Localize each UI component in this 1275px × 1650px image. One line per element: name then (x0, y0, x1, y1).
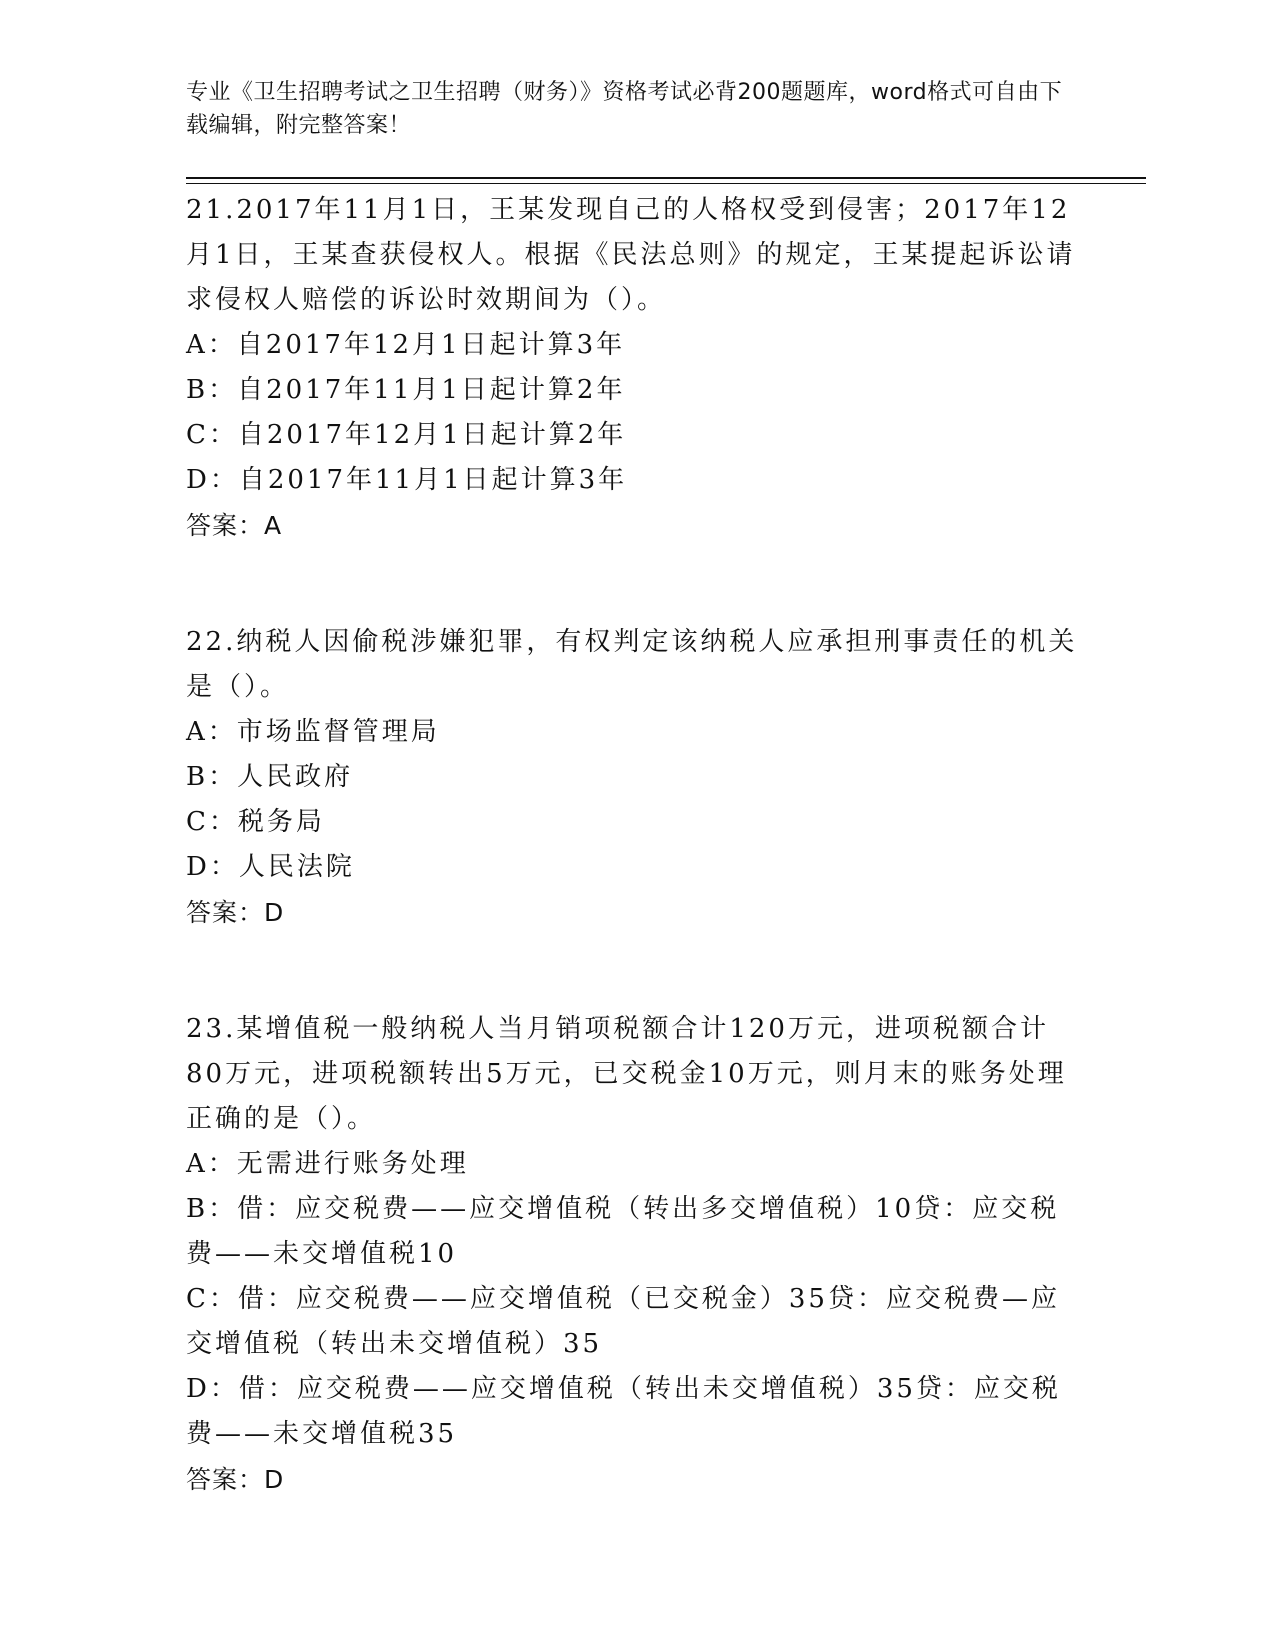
option-b: B：借：应交税费——应交增值税（转出多交增值税）10贷：应交税费——未交增值税10 (186, 1194, 1060, 1269)
question-22 (186, 620, 1086, 935)
question-21 (186, 188, 1086, 548)
question-stem: 21.2017年11月1日，王某发现自己的人格权受到侵害；2017年12月1日，王某查获侵权人。根据《民法总则》的规定，王某提起诉讼请求侵权人赔偿的诉讼时效期间为（）。 (186, 195, 1076, 315)
option-d: D：人民法院 (186, 852, 355, 882)
option-a: A：无需进行账务处理 (186, 1149, 469, 1179)
option-a: A：自2017年12月1日起计算3年 (186, 330, 626, 360)
question-23 (186, 1007, 1086, 1502)
header-divider-thick (186, 177, 1146, 179)
question-spacer (186, 935, 1086, 1007)
option-b: B：人民政府 (186, 762, 354, 792)
document-title: 专业《卫生招聘考试之卫生招聘（财务）》资格考试必背200题题库，word格式可自由下载编辑，附完整答案！ (186, 80, 1063, 138)
question-list (186, 188, 1086, 1502)
option-c: C：自2017年12月1日起计算2年 (186, 420, 627, 450)
answer-label: 答案：D (186, 898, 285, 927)
answer-label: 答案：D (186, 1465, 285, 1494)
option-b: B：自2017年11月1日起计算2年 (186, 375, 626, 405)
header-divider-thin (186, 183, 1146, 184)
question-stem: 23.某增值税一般纳税人当月销项税额合计120万元，进项税额合计80万元，进项税额转出5万元，已交税金10万元，则月末的账务处理正确的是（）。 (186, 1014, 1067, 1134)
option-d: D：自2017年11月1日起计算3年 (186, 465, 628, 495)
option-c: C：税务局 (186, 807, 325, 837)
option-d: D：借：应交税费——应交增值税（转出未交增值税）35贷：应交税费——未交增值税35 (186, 1374, 1061, 1449)
document-header (186, 76, 1066, 142)
answer-label: 答案：A (186, 511, 283, 540)
option-a: A：市场监督管理局 (186, 717, 440, 747)
question-stem: 22.纳税人因偷税涉嫌犯罪，有权判定该纳税人应承担刑事责任的机关是（）。 (186, 627, 1078, 702)
question-spacer (186, 548, 1086, 620)
option-c: C：借：应交税费——应交增值税（已交税金）35贷：应交税费—应交增值税（转出未交增值税）35 (186, 1284, 1060, 1359)
